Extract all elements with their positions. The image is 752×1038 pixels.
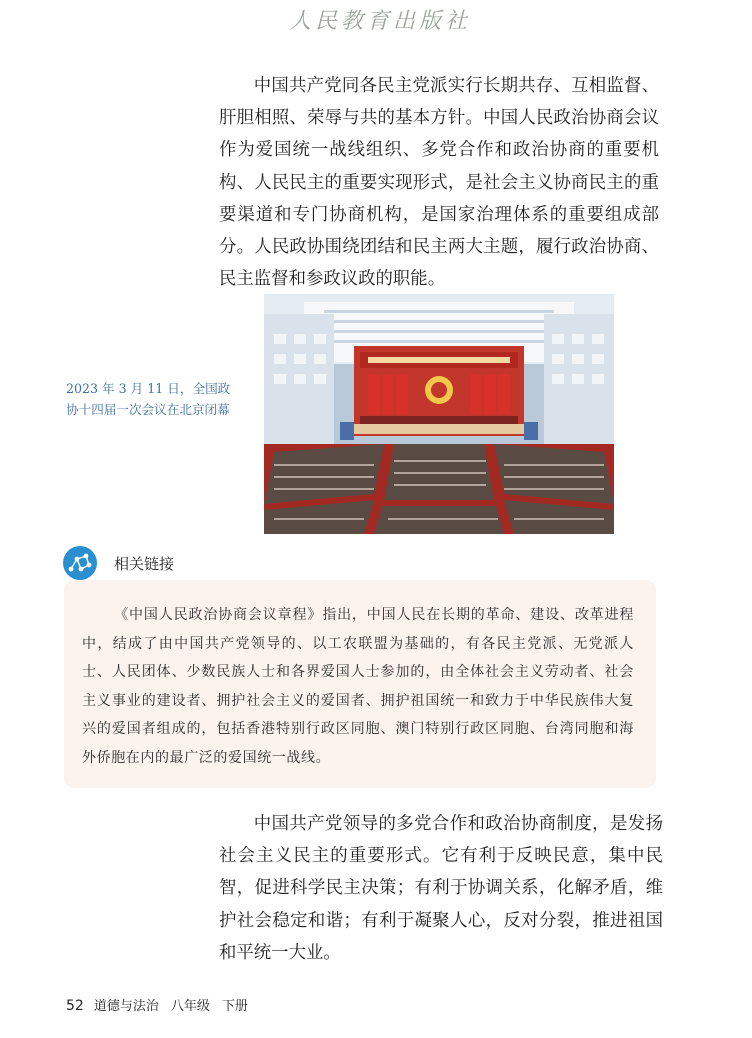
subject-name: 道德与法治 (93, 999, 159, 1014)
related-link-text: 《中国人民政治协商会议章程》指出，中国人民在长期的革命、建设、改革进程中，结成了由中国共产党领导的、以工农联盟为基础的，有各民主党派、无党派人士、人民团体、少数民族人士和各界爱国人士参加的，由全体社会主义劳动者、社会主义事业的建设者、拥护社会主义的爱国者、拥护祖国统一和致力于中华民族伟大复兴的爱国者组成的，包括香港特别行政区同胞、澳门特别行政区同胞、台湾同胞和海外侨胞在内的最广泛的爱国统一战线。 (82, 607, 634, 766)
volume-label: 下册 (221, 999, 248, 1014)
conference-photo (264, 294, 614, 534)
page-footer (66, 995, 260, 1014)
publisher-logo: 人民教育出版社 (288, 9, 471, 34)
body-paragraph-1: 中国共产党同各民主党派实行长期共存、互相监督、肝胆相照、荣辱与共的基本方针。中国人民政治协商会议作为爱国统一战线组织、多党合作和政治协商的重要机构、人民民主的重要实现形式，是社会主义协商民主的重要渠道和专门协商机构，是国家治理体系的重要组成部分。人民政协围绕团结和民主两大主题，履行政治协商、民主监督和参政议政的职能。 (219, 76, 659, 290)
related-link-title: 相关链接 (114, 555, 175, 573)
body-paragraph-2: 中国共产党领导的多党合作和政治协商制度，是发扬社会主义民主的重要形式。它有利于反映民意，集中民智，促进科学民主决策；有利于协调关系，化解矛盾，维护社会稳定和谐；有利于凝聚人心，反对分裂，推进祖国和平统一大业。 (219, 814, 663, 963)
page-number: 52 (66, 998, 84, 1014)
grade-label: 八年级 (170, 999, 210, 1014)
network-icon (62, 545, 98, 581)
photo-caption: 2023 年 3 月 11 日，全国政协十四届一次会议在北京闭幕 (66, 381, 231, 417)
